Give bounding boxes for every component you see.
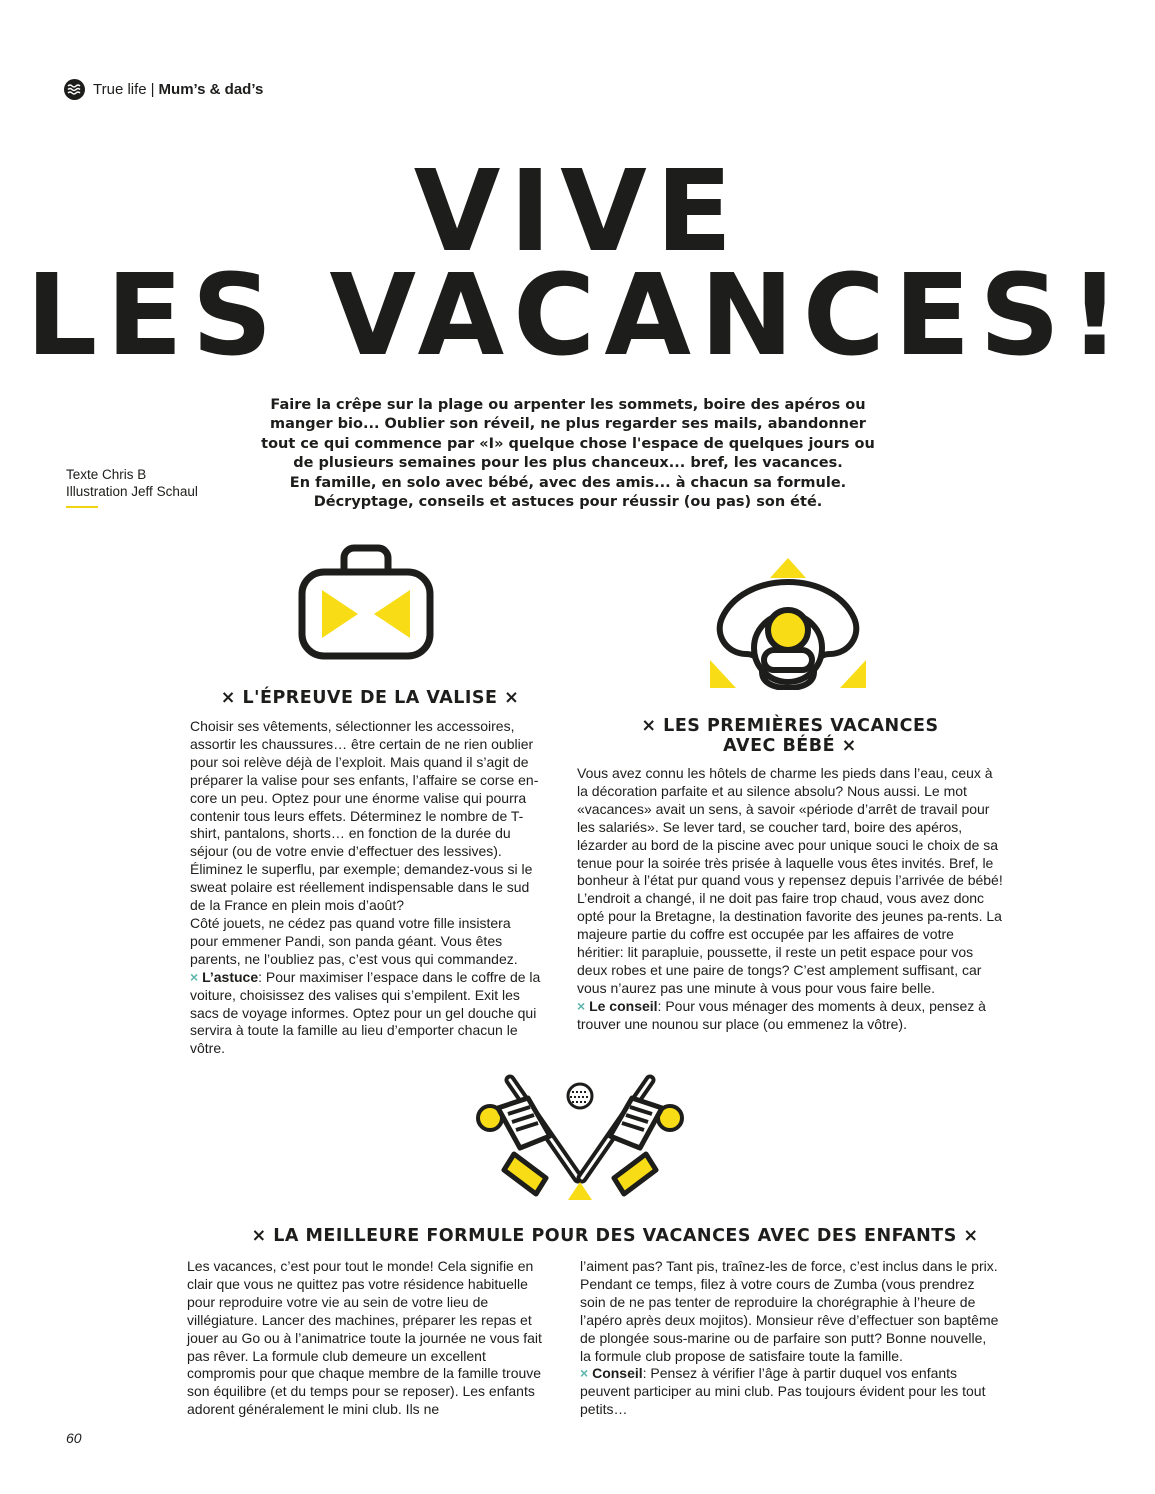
running-header [64,78,263,100]
intro-paragraph [240,396,896,512]
section-3-tip [580,1365,1000,1419]
credit-underline [66,506,98,508]
tip-x-icon: × [190,968,199,985]
section-1-tip [190,969,542,1059]
credit-text-author: Chris B [102,467,147,482]
tip-text: : Pensez à vérifier l’âge à partir duquel vos enfants peuvent participer au mini club. Pas toujours évident pour les tout petits… [580,1365,986,1418]
intro-line: Faire la crêpe sur la plage ou arpenter les sommets, boire des apéros ou [270,397,866,413]
credit-illus-author: Jeff Schaul [131,484,198,499]
section-3-column-1 [187,1258,545,1419]
header-separator: | [150,80,155,98]
section-2-body [577,765,1003,1034]
tip-text: : Pour vous ménager des moments à deux, pensez à trouver une nounou sur place (ou emmenez la vôtre). [577,997,986,1032]
tip-label: L’astuce [202,968,259,985]
section-1-title: × L'ÉPREUVE DE LA VALISE × [220,688,520,708]
header-section: Mum’s & dad’s [158,80,264,98]
tip-label: Conseil [592,1365,643,1382]
golf-clubs-flags-icon [474,1074,686,1204]
section-3-paragraph-2: l’aiment pas? Tant pis, traînez-les de force, c’est inclus dans le prix. Pendant ce temps, filez à votre cours de Zumba (vous prendrez soin de ne pas tenter de reproduire la chorégraphie à l’heure de l’apéro après deux mojitos). Monsieur rêve d’effectuer son baptême de plongée sous-marine ou de parfaire son putt? Bonne nouvelle, la formule club propose de satisfaire toute la famille. [580,1258,999,1364]
pacifier-icon [708,556,868,690]
intro-line: tout ce qui commence par «I» quelque chose l'espace de quelques jours ou [261,435,875,452]
credits [66,466,198,508]
tip-x-icon: × [577,997,586,1014]
section-2-tip [577,998,1003,1034]
section-2-title-line-1: × LES PREMIÈRES VACANCES [641,716,939,736]
title-line-1: VIVE [413,147,742,277]
page-number: 60 [66,1430,82,1446]
section-3-column-2 [580,1258,1000,1419]
tip-text: : Pour maximiser l’espace dans le coffre de la voiture, choisissez des valises qui s’empilent. Exit les sacs de voyage informes. Optez pour un gel douche qui servira à toute la famille au lieu d’emporter chacun le vôtre. [190,968,541,1057]
credit-illus-label: Illustration [66,484,128,499]
title-line-2: LES VACANCES! [25,251,1130,381]
tip-x-icon: × [580,1365,589,1382]
suitcase-icon [296,544,436,662]
intro-line: Décryptage, conseils et astuces pour réussir (ou pas) son été. [313,494,823,511]
intro-line: de plusieurs semaines pour les plus chanceux... bref, les vacances. [293,455,843,472]
section-1-paragraph-2: Côté jouets, ne cédez pas quand votre fille insistera pour emmener Pandi, son panda géant. Vous êtes parents, ne l’oubliez pas, c’est vous qui commandez. [190,914,518,967]
tip-label: Le conseil [589,997,658,1014]
section-3-title: × LA MEILLEURE FORMULE POUR DES VACANCES AVEC DES ENFANTS × [251,1226,979,1246]
intro-line: manger bio... Oublier son réveil, ne plus regarder ses mails, abandonner [270,416,866,433]
section-2-title [580,716,1000,756]
credit-text-label: Texte [66,467,99,482]
waves-logo-icon [64,79,85,100]
section-1-body [190,718,542,1058]
section-2-paragraph: Vous avez connu les hôtels de charme les pieds dans l’eau, ceux à la décoration parfaite et au silence absolu? Nous aussi. Le mot «vacances» avait un sens, à savoir «période d’arrêt de travail pour les salariés». Se lever tard, se coucher tard, boire des apéros, lézarder au bord de la piscine avec pour unique souci le choix de sa tenue pour la soirée très prisée à laquelle vous êtes invités. Bref, le bonheur à l’état pur quand vous y repensez depuis l’arrivée de bébé! L’endroit a changé, il ne doit pas faire trop chaud, vous avez donc opté pour la Bretagne, la destination favorite des jeunes pa-rents. La majeure partie du coffre est occupée par les affaires de votre héritier: lit parapluie, poussette, il reste un petit espace pour vos deux robes et une paire de tongs? C’est amplement suffisant, car vous n’aurez pas une minute à vous pour vous faire belle. [577,765,1003,996]
section-3-paragraph-1: Les vacances, c’est pour tout le monde! Cela signifie en clair que vous ne quittez pas votre résidence habituelle pour reproduire votre vie au sein de votre lieu de villégiature. Lancer des machines, préparer les repas et jouer au Go ou à l’animatrice toute la journée ne vous fait pas rêver. La formule club demeure un excellent compromis pour que chaque membre de la famille trouve son équilibre (et du temps pour se reposer). Les enfants adorent généralement le mini club. Ils ne [187,1258,542,1418]
header-category: True life [93,80,147,98]
section-1-paragraph: Choisir ses vêtements, sélectionner les accessoires, assortir les chaussures… être certain de ne rien oublier pour soi relève déjà de l’exploit. Mais quand il s’agit de préparer la valise pour ses enfants, l’affaire se corse en-core un peu. Optez pour une énorme valise qui pourra contenir tous leurs effets. Déterminez le nombre de T-shirt, pantalons, shorts… en fonction de la durée du séjour (ou de votre envie d’effectuer des lessives). Éliminez le superflu, par exemple; demandez-vous si le sweat polaire est réellement indispensable dans le sud de la France en plein mois d’août? [190,718,539,914]
intro-line: En famille, en solo avec bébé, avec des amis... à chacun sa formule. [289,474,847,491]
section-2-title-line-2: AVEC BÉBÉ × [723,736,857,756]
